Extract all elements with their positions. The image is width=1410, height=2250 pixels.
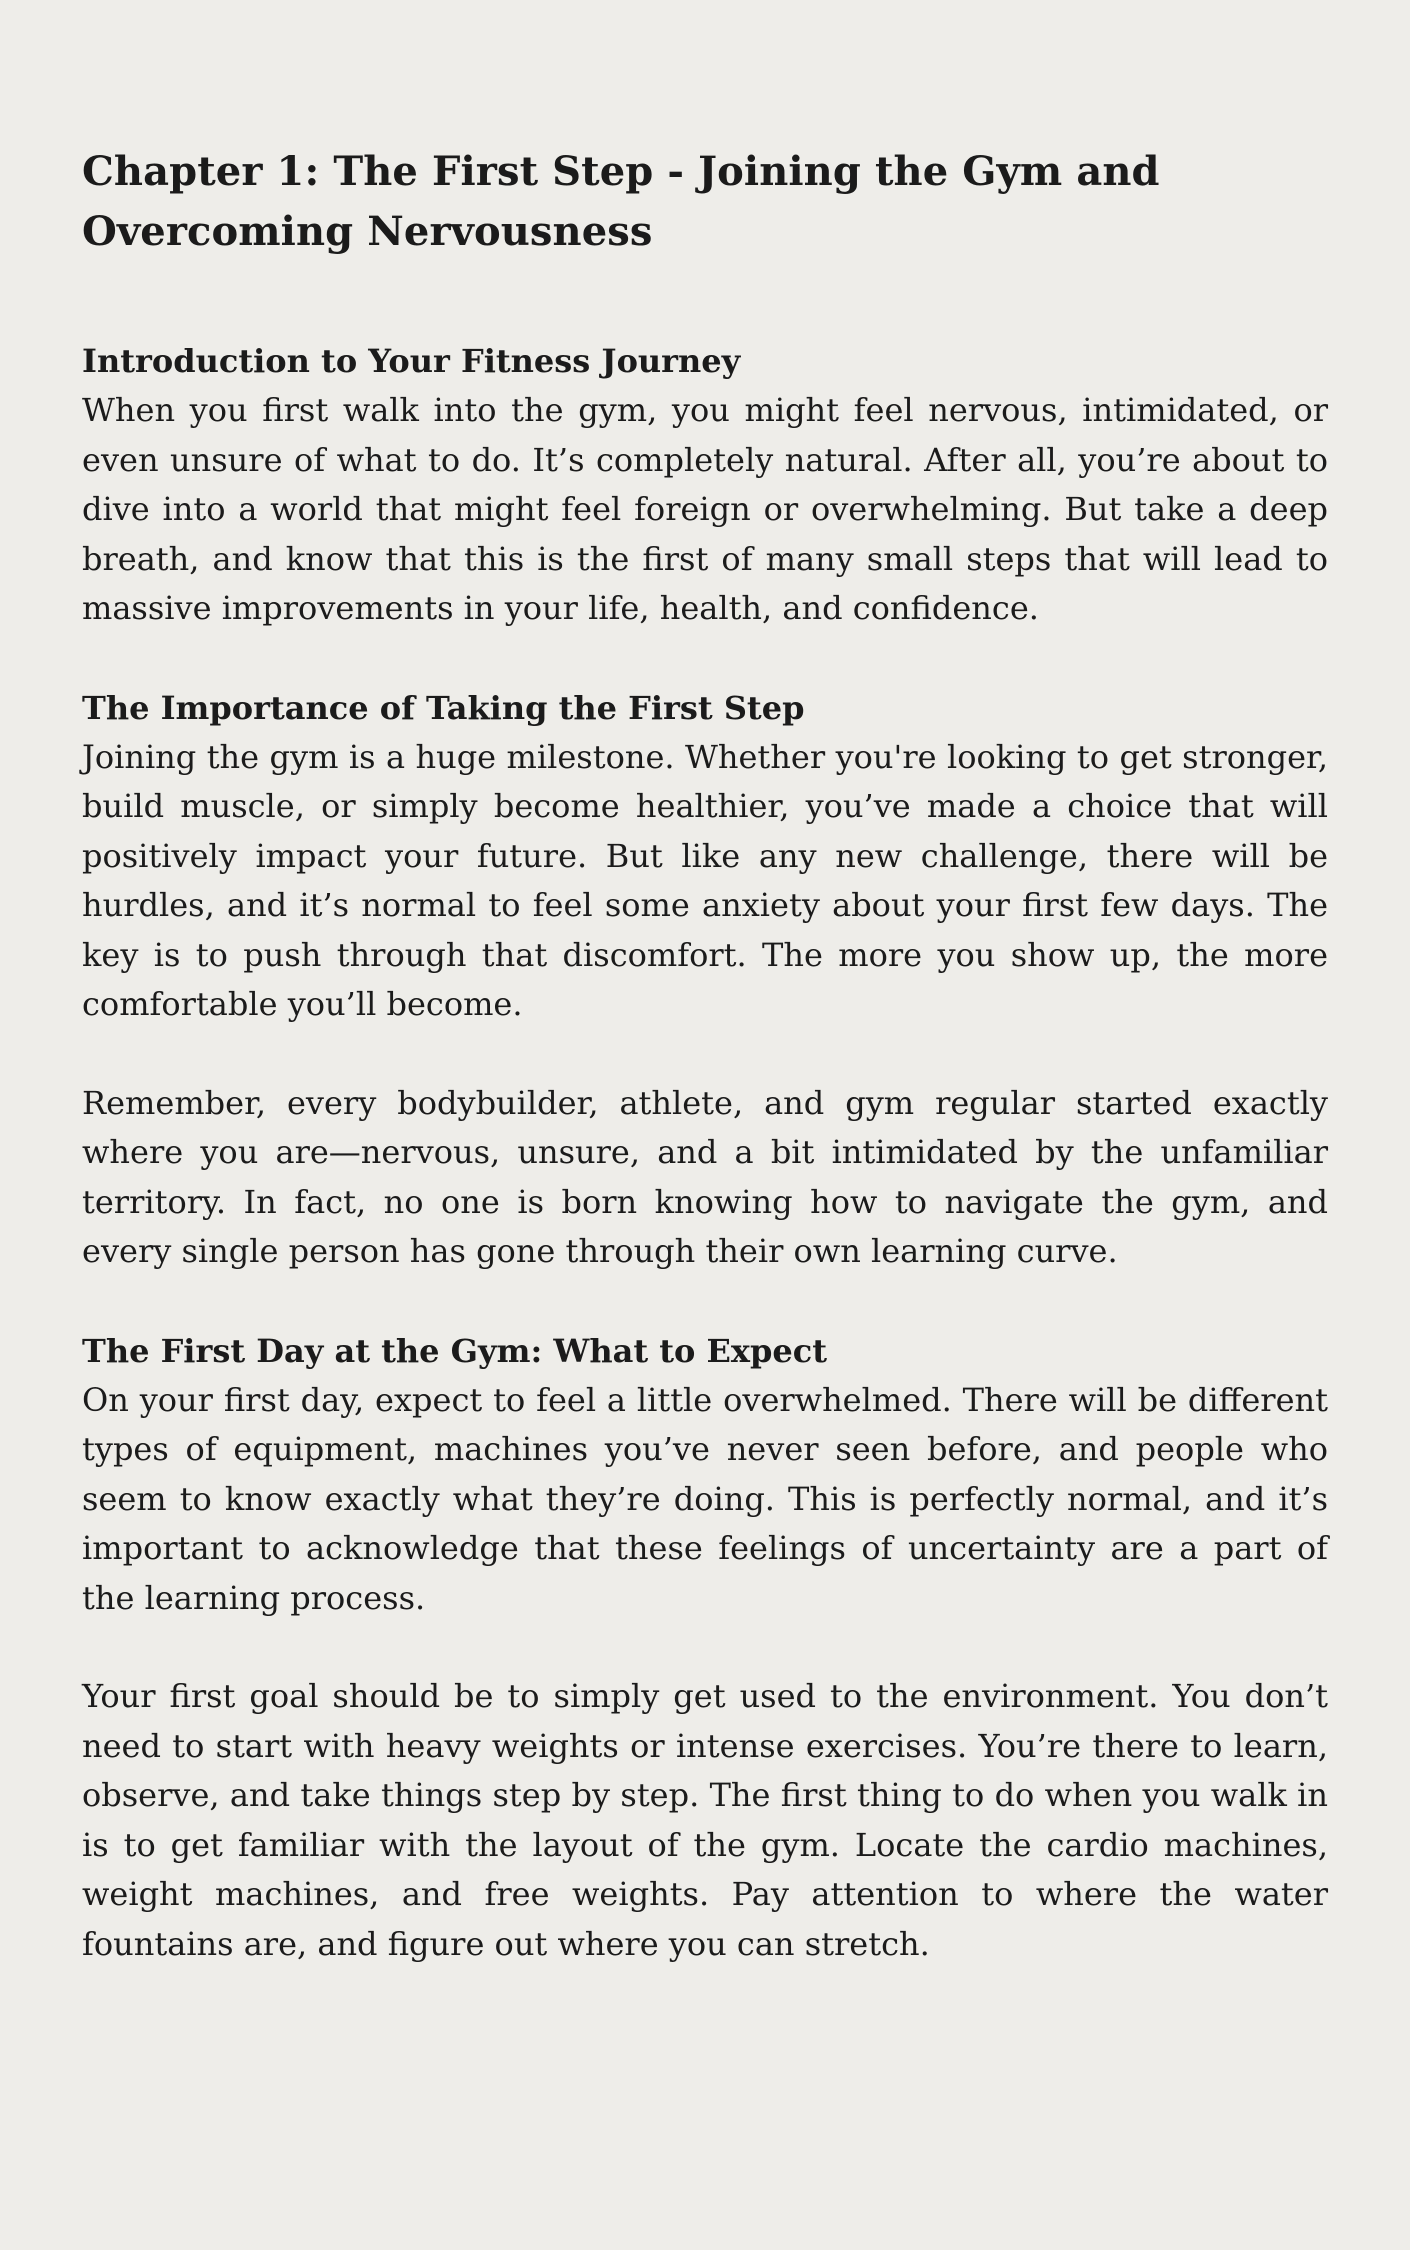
section-heading: Introduction to Your Fitness Journey <box>82 342 741 380</box>
paragraph: When you first walk into the gym, you might feel nervous, intimidated, or even unsure of what to do. It’s completely natural. After all, you’re about to dive into a world that might feel foreign or overwhelming. But take a deep breath, and know that this is the first of many small steps that will lead to massive improvements in your life, health, and confidence. <box>82 391 1328 627</box>
section-first-day <box>82 1326 1328 1970</box>
paragraph: Your first goal should be to simply get used to the environment. You don’t need to start with heavy weights or intense exercises. You’re there to learn, observe, and take things step by step. The first thing to do when you walk in is to get familiar with the layout of the gym. Locate the cardio machines, weight machines, and free weights. Pay attention to where the water fountains are, and figure out where you can stretch. <box>82 1677 1328 1963</box>
chapter-title: Chapter 1: The First Step - Joining the Gym and Overcoming Nervousness <box>82 148 1160 255</box>
paragraph: Joining the gym is a huge milestone. Whether you're looking to get stronger, build muscle, or simply become healthier, you’ve made a choice that will positively impact your future. But like any new challenge, there will be hurdles, and it’s normal to feel some anxiety about your first few days. The key is to push through that discomfort. The more you show up, the more comfortable you’ll become. <box>82 737 1328 1023</box>
paragraph: On your first day, expect to feel a little overwhelmed. There will be different types of equipment, machines you’ve never seen before, and people who seem to know exactly what they’re doing. This is perfectly normal, and it’s important to acknowledge that these feelings of uncertainty are a part of the learning process. <box>82 1380 1328 1617</box>
section-heading: The Importance of Taking the First Step <box>82 688 805 727</box>
paragraph: Remember, every bodybuilder, athlete, and gym regular started exactly where you are—nervous, unsure, and a bit intimidated by the unfamiliar territory. In fact, no one is born knowing how to navigate the gym, and every single person has gone through their own learning curve. <box>82 1083 1328 1270</box>
section-heading: The First Day at the Gym: What to Expect <box>82 1331 827 1370</box>
section-introduction <box>82 336 1328 634</box>
section-importance <box>82 683 1328 1277</box>
